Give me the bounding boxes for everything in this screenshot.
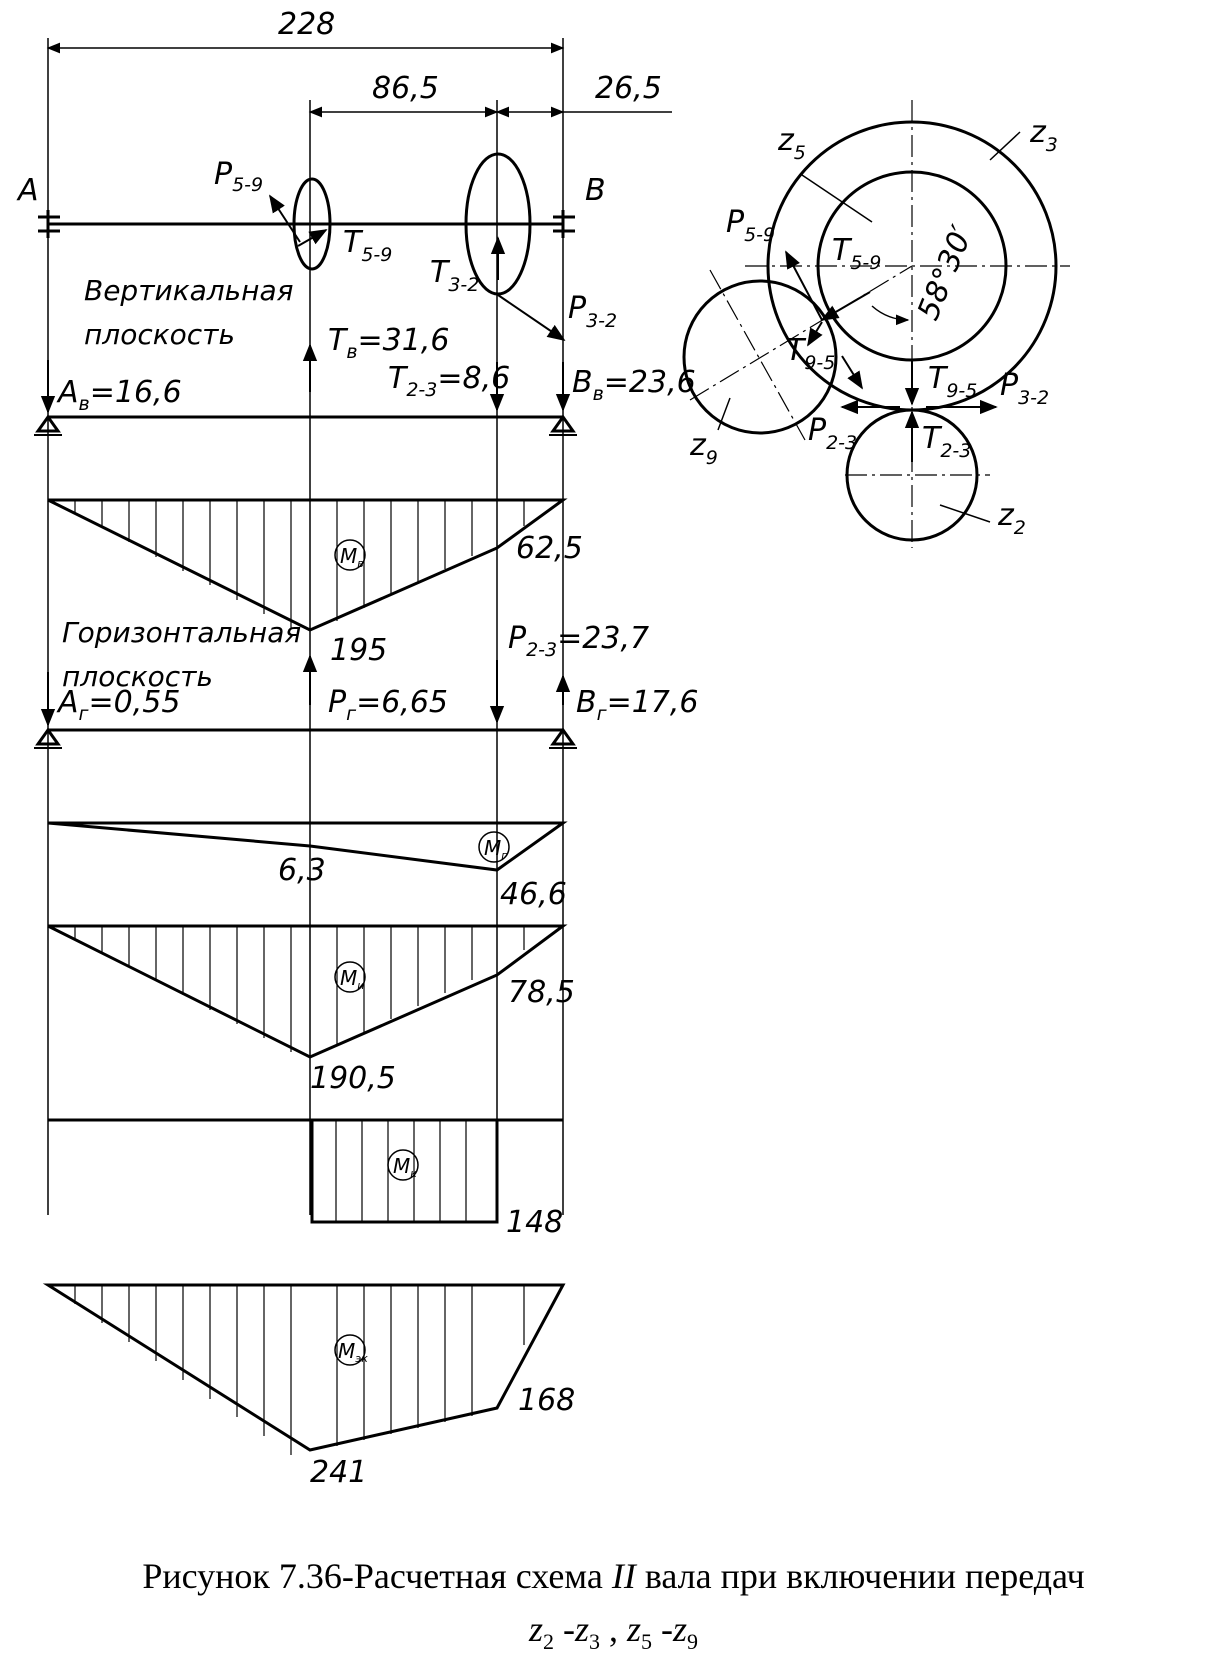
gear-z5-label: $z_5$	[778, 123, 806, 164]
moment-vertical-symbol-text: $M_в$	[340, 544, 364, 570]
reaction-ag-label: $A_г=0,55$	[58, 685, 181, 725]
moment-bending-outline	[48, 926, 563, 1057]
vertical-plane-beam	[34, 417, 577, 435]
force-t32-label: $T_{3-2}$	[430, 255, 480, 296]
force-t23v-label: $T_{2-3}=8,6$	[388, 361, 511, 401]
force-p59-label: $P_{5-9}$	[214, 157, 264, 196]
dim-right: 26,5	[595, 71, 662, 106]
reaction-av-label: $A_в=16,6$	[58, 375, 182, 415]
gear-t95a-label: $T_{9-5}$	[786, 333, 836, 374]
moment-bending-peak: 190,5	[310, 1061, 396, 1096]
moment-equivalent-symbol-text: $M_{эк}$	[338, 1339, 368, 1365]
moment-bending-symbol-text: $M_и$	[340, 966, 365, 992]
reaction-bg-label: $B_г=17,6$	[576, 685, 699, 725]
moment-vertical-diagram	[75, 500, 524, 628]
force-tv-label: $T_в=31,6$	[328, 323, 450, 363]
moment-bending-right: 78,5	[508, 975, 575, 1010]
figure-caption-line1: Рисунок 7.36-Расчетная схема II вала при включении передач	[142, 1556, 1085, 1596]
moment-equivalent-peak: 241	[310, 1455, 368, 1490]
gear-angle-label: 58°30′	[910, 220, 981, 325]
dim-middle: 86,5	[372, 71, 439, 106]
moment-horizontal-right-value: 46,6	[500, 877, 567, 912]
horizontal-plane-beam	[34, 730, 577, 748]
gear-z2-label: $z_2$	[998, 498, 1026, 539]
gear-p59-label: $P_{5-9}$	[726, 205, 776, 246]
figure-caption-line2: $z_2$ $-z_3$ , $z_5$ $-z_9$	[528, 1609, 699, 1655]
moment-vertical-outline	[48, 500, 563, 630]
moment-torque-value: 148	[506, 1205, 564, 1240]
support-b-label: B	[585, 173, 606, 208]
force-t59-label: $T_{5-9}$	[343, 225, 393, 266]
horizontal-plane-title-line1: Горизонтальная	[62, 616, 302, 649]
gear-p32-label: $P_{3-2}$	[1000, 368, 1050, 409]
vertical-plane-title-line1: Вертикальная	[84, 274, 294, 307]
moment-vertical-peak: 195	[330, 633, 388, 668]
shaft	[48, 154, 563, 294]
vertical-plane-title-line2: плоскость	[84, 318, 235, 351]
moment-equivalent-right: 168	[518, 1383, 576, 1418]
force-pg-label: $P_г=6,65$	[328, 685, 449, 725]
gear-z9-label: $z_9$	[690, 428, 718, 469]
moment-equivalent-outline	[48, 1285, 563, 1450]
gear-t59-label: $T_{5-9}$	[832, 233, 882, 274]
moment-torque-symbol-text: $M_к$	[393, 1154, 417, 1180]
support-a-label: A	[18, 173, 39, 208]
gear-t95b-label: $T_{9-5}$	[928, 361, 978, 402]
gear-p23-label: $P_{2-3}$	[808, 413, 858, 454]
gear-scheme	[684, 100, 1070, 548]
reaction-bv-label: $B_в=23,6$	[572, 365, 696, 405]
moment-horizontal-left-value: 6,3	[278, 853, 326, 888]
moment-horizontal-symbol-text: $M_г$	[484, 836, 508, 862]
moment-vertical-right: 62,5	[516, 531, 583, 566]
gear-z3-label: $z_3$	[1030, 115, 1058, 156]
force-p23h-label: $P_{2-3}=23,7$	[508, 621, 650, 661]
dim-total: 228	[278, 7, 336, 42]
force-p32-label: $P_{3-2}$	[568, 291, 618, 332]
moment-bending-hatch	[75, 926, 524, 1052]
gear-t23-label: $T_{2-3}$	[922, 421, 972, 462]
moment-equivalent-hatch	[75, 1285, 524, 1455]
horizontal-plane-title-line2: плоскость	[62, 660, 213, 693]
